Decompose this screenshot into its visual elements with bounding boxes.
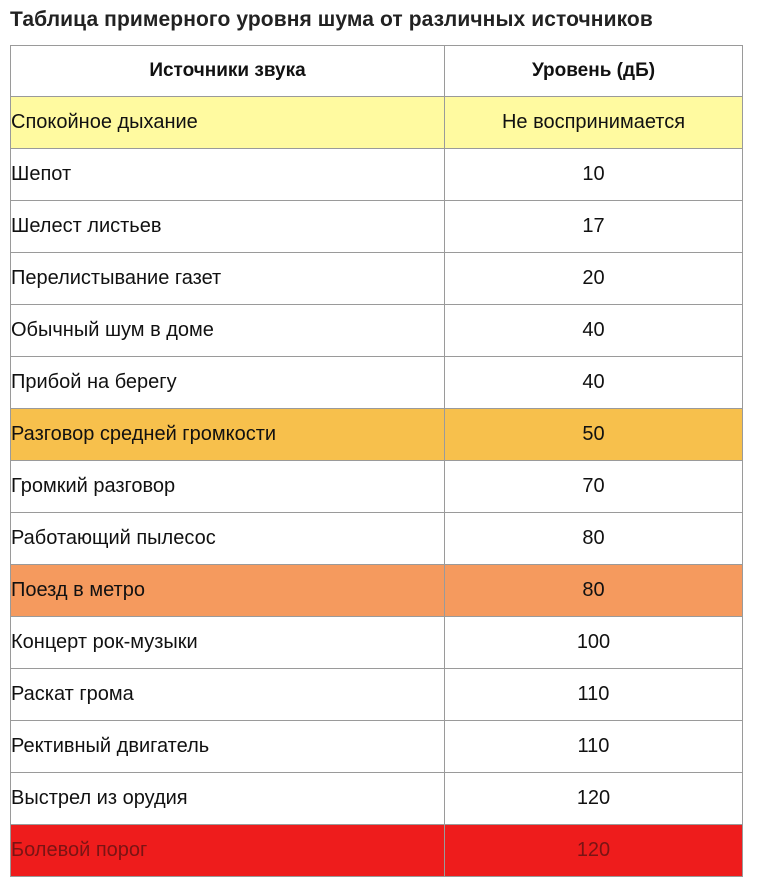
level-cell: 70 xyxy=(445,461,743,513)
header-source: Источники звука xyxy=(11,46,445,97)
table-row xyxy=(11,149,743,201)
level-cell: 80 xyxy=(445,513,743,565)
level-cell: 100 xyxy=(445,617,743,669)
level-cell: 120 xyxy=(445,825,743,877)
header-level: Уровень (дБ) xyxy=(445,46,743,97)
table-title: Таблица примерного уровня шума от различных источников xyxy=(10,8,653,31)
table-row xyxy=(11,409,743,461)
source-cell: Поезд в метро xyxy=(11,565,445,617)
level-cell: 40 xyxy=(445,357,743,409)
table-row xyxy=(11,825,743,877)
source-cell: Концерт рок-музыки xyxy=(11,617,445,669)
table-row xyxy=(11,201,743,253)
level-cell: 110 xyxy=(445,669,743,721)
source-cell: Шепот xyxy=(11,149,445,201)
table-row xyxy=(11,253,743,305)
level-cell: 40 xyxy=(445,305,743,357)
level-cell: Не воспринимается xyxy=(445,97,743,149)
source-cell: Выстрел из орудия xyxy=(11,773,445,825)
source-cell: Раскат грома xyxy=(11,669,445,721)
source-cell: Разговор средней громкости xyxy=(11,409,445,461)
source-cell: Рективный двигатель xyxy=(11,721,445,773)
table-row xyxy=(11,305,743,357)
noise-level-table xyxy=(10,45,743,877)
table-row xyxy=(11,513,743,565)
level-cell: 110 xyxy=(445,721,743,773)
source-cell: Шелест листьев xyxy=(11,201,445,253)
table-row xyxy=(11,773,743,825)
source-cell: Болевой порог xyxy=(11,825,445,877)
source-cell: Спокойное дыхание xyxy=(11,97,445,149)
table-row xyxy=(11,617,743,669)
table-row xyxy=(11,721,743,773)
level-cell: 20 xyxy=(445,253,743,305)
source-cell: Обычный шум в доме xyxy=(11,305,445,357)
table-row xyxy=(11,461,743,513)
level-cell: 17 xyxy=(445,201,743,253)
level-cell: 50 xyxy=(445,409,743,461)
source-cell: Работающий пылесос xyxy=(11,513,445,565)
table-body xyxy=(11,97,743,877)
source-cell: Перелистывание газет xyxy=(11,253,445,305)
level-cell: 80 xyxy=(445,565,743,617)
table-row xyxy=(11,565,743,617)
level-cell: 10 xyxy=(445,149,743,201)
table-header-row xyxy=(11,46,743,97)
table-row xyxy=(11,357,743,409)
source-cell: Прибой на берегу xyxy=(11,357,445,409)
table-row xyxy=(11,97,743,149)
level-cell: 120 xyxy=(445,773,743,825)
source-cell: Громкий разговор xyxy=(11,461,445,513)
table-row xyxy=(11,669,743,721)
